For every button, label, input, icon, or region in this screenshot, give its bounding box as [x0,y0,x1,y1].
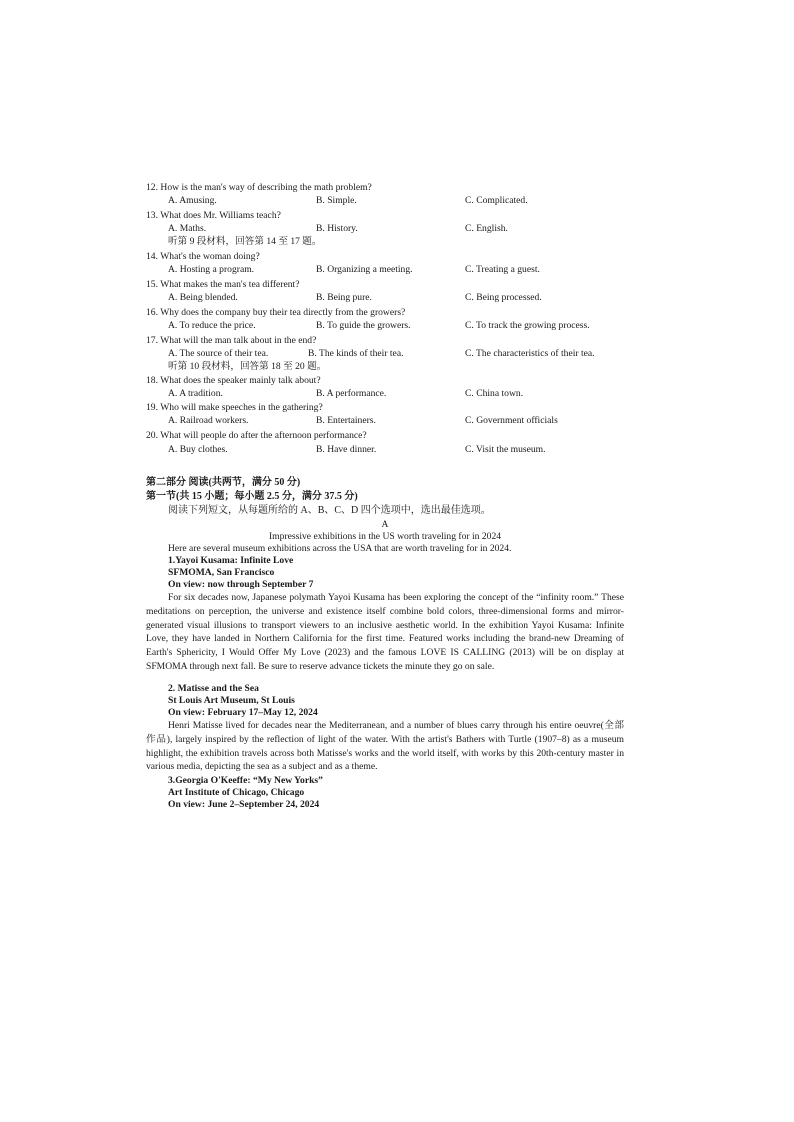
question-18 [146,375,786,387]
option-c: C. Being processed. [465,292,542,303]
question-stem: 15. What makes the man's tea different? [146,279,300,290]
option-c: C. Government officials [465,415,558,426]
option-c: C. Treating a guest. [465,264,540,275]
option-c: C. Complicated. [465,195,528,206]
question-stem: 20. What will people do after the afternoon performance? [146,430,367,441]
exhibition-3-title: 3.Georgia O'Keeffe: “My New Yorks” [168,775,323,786]
question-19-options [168,415,788,427]
option-b: B. History. [316,223,358,234]
exhibition-1-dates: On view: now through September 7 [168,579,314,590]
question-12-options [168,195,788,207]
option-a: A. Railroad workers. [168,415,249,426]
exhibition-3-venue: Art Institute of Chicago, Chicago [168,787,305,798]
listening-instruction-10: 听第 10 段材料，回答第 18 至 20 题。 [168,361,327,372]
section-one-title: 第一节(共 15 小题；每小题 2.5 分，满分 37.5 分) [146,491,358,502]
question-13 [146,210,786,222]
exhibition-1-body: For six decades now, Japanese polymath Yayoi Kusama has been exploring the concept of the “infinity room.” These meditations on perception, the universe and existence itself combine bold colors, three-dimensional forms and mirror-generated visual illusions to transport viewers to an inclusive aesthetic world. In the exhibition Yayoi Kusama: Infinite Love, they have landed in Northern California for the first time. Featured works including the brand-new Dreaming of Earth's Sphericity, I Would Offer My Love (2023) and the famous LOVE IS CALLING (2013) will be on display at SFMOMA through next fall. Be sure to reserve advance tickets the minute they go on sale. [146,592,624,672]
option-b: B. Have dinner. [316,444,377,455]
option-b: B. Organizing a meeting. [316,264,413,275]
option-b: B. To guide the growers. [316,320,411,331]
question-14-options [168,264,788,276]
reading-directions: 阅读下列短文，从每题所给的 A、B、C、D 四个选项中，选出最佳选项。 [168,505,491,516]
option-a: A. Maths. [168,223,207,234]
option-b: B. The kinds of their tea. [308,348,404,359]
passage-letter: A [381,519,389,530]
question-14 [146,251,786,263]
option-a: A. Amusing. [168,195,217,206]
question-stem: 16. Why does the company buy their tea directly from the growers? [146,307,406,318]
exhibition-2-body: Henri Matisse lived for decades near the Mediterranean, and a number of blues carry through his entire oeuvre(全部作品), largely inspired by the reflection of light of the water. With the artist's Bathers with Turtle (1907–8) as a museum highlight, the exhibition travels across both Matisse's works and the world itself, with works by this 20th-century master in various media, depicting the sea as a subject and as a theme. [146,720,624,773]
exhibition-2-venue: St Louis Art Museum, St Louis [168,695,295,706]
exhibition-1-venue: SFMOMA, San Francisco [168,567,275,578]
question-15 [146,279,786,291]
listening-instruction-9: 听第 9 段材料，回答第 14 至 17 题。 [168,236,322,247]
option-c: C. English. [465,223,508,234]
option-a: A. The source of their tea. [168,348,269,359]
exhibition-2-title: 2. Matisse and the Sea [168,683,259,694]
question-stem: 19. Who will make speeches in the gathering? [146,402,323,413]
passage-title: Impressive exhibitions in the US worth traveling for in 2024 [268,531,502,542]
option-a: A. To reduce the price. [168,320,256,331]
option-a: A. Being blended. [168,292,238,303]
question-17-options [168,348,788,360]
exhibition-3-dates: On view: June 2–September 24, 2024 [168,799,320,810]
option-b: B. A performance. [316,388,387,399]
option-b: B. Being pure. [316,292,372,303]
option-a: A. A tradition. [168,388,223,399]
option-c: C. China town. [465,388,524,399]
part-two-title: 第二部分 阅读(共两节，满分 50 分) [146,477,301,488]
question-16 [146,307,786,319]
option-b: B. Entertainers. [316,415,376,426]
exhibition-2-dates: On view: February 17–May 12, 2024 [168,707,318,718]
question-20 [146,430,786,442]
question-15-options [168,292,788,304]
question-16-options [168,320,788,332]
exhibition-1-title: 1.Yayoi Kusama: Infinite Love [168,555,294,566]
passage-intro: Here are several museum exhibitions across the USA that are worth traveling for in 2024. [168,543,512,554]
option-a: A. Hosting a program. [168,264,255,275]
option-c: C. To track the growing process. [465,320,590,331]
question-stem: 14. What's the woman doing? [146,251,260,262]
question-stem: 13. What does Mr. Williams teach? [146,210,281,221]
question-20-options [168,444,788,456]
option-c: C. The characteristics of their tea. [465,348,595,359]
question-18-options [168,388,788,400]
question-17 [146,335,786,347]
question-13-options [168,223,788,235]
question-19 [146,402,786,414]
question-stem: 18. What does the speaker mainly talk about? [146,375,321,386]
question-12 [146,182,786,194]
question-stem: 12. How is the man's way of describing the math problem? [146,182,372,193]
option-a: A. Buy clothes. [168,444,228,455]
question-stem: 17. What will the man talk about in the end? [146,335,317,346]
option-b: B. Simple. [316,195,357,206]
option-c: C. Visit the museum. [465,444,546,455]
